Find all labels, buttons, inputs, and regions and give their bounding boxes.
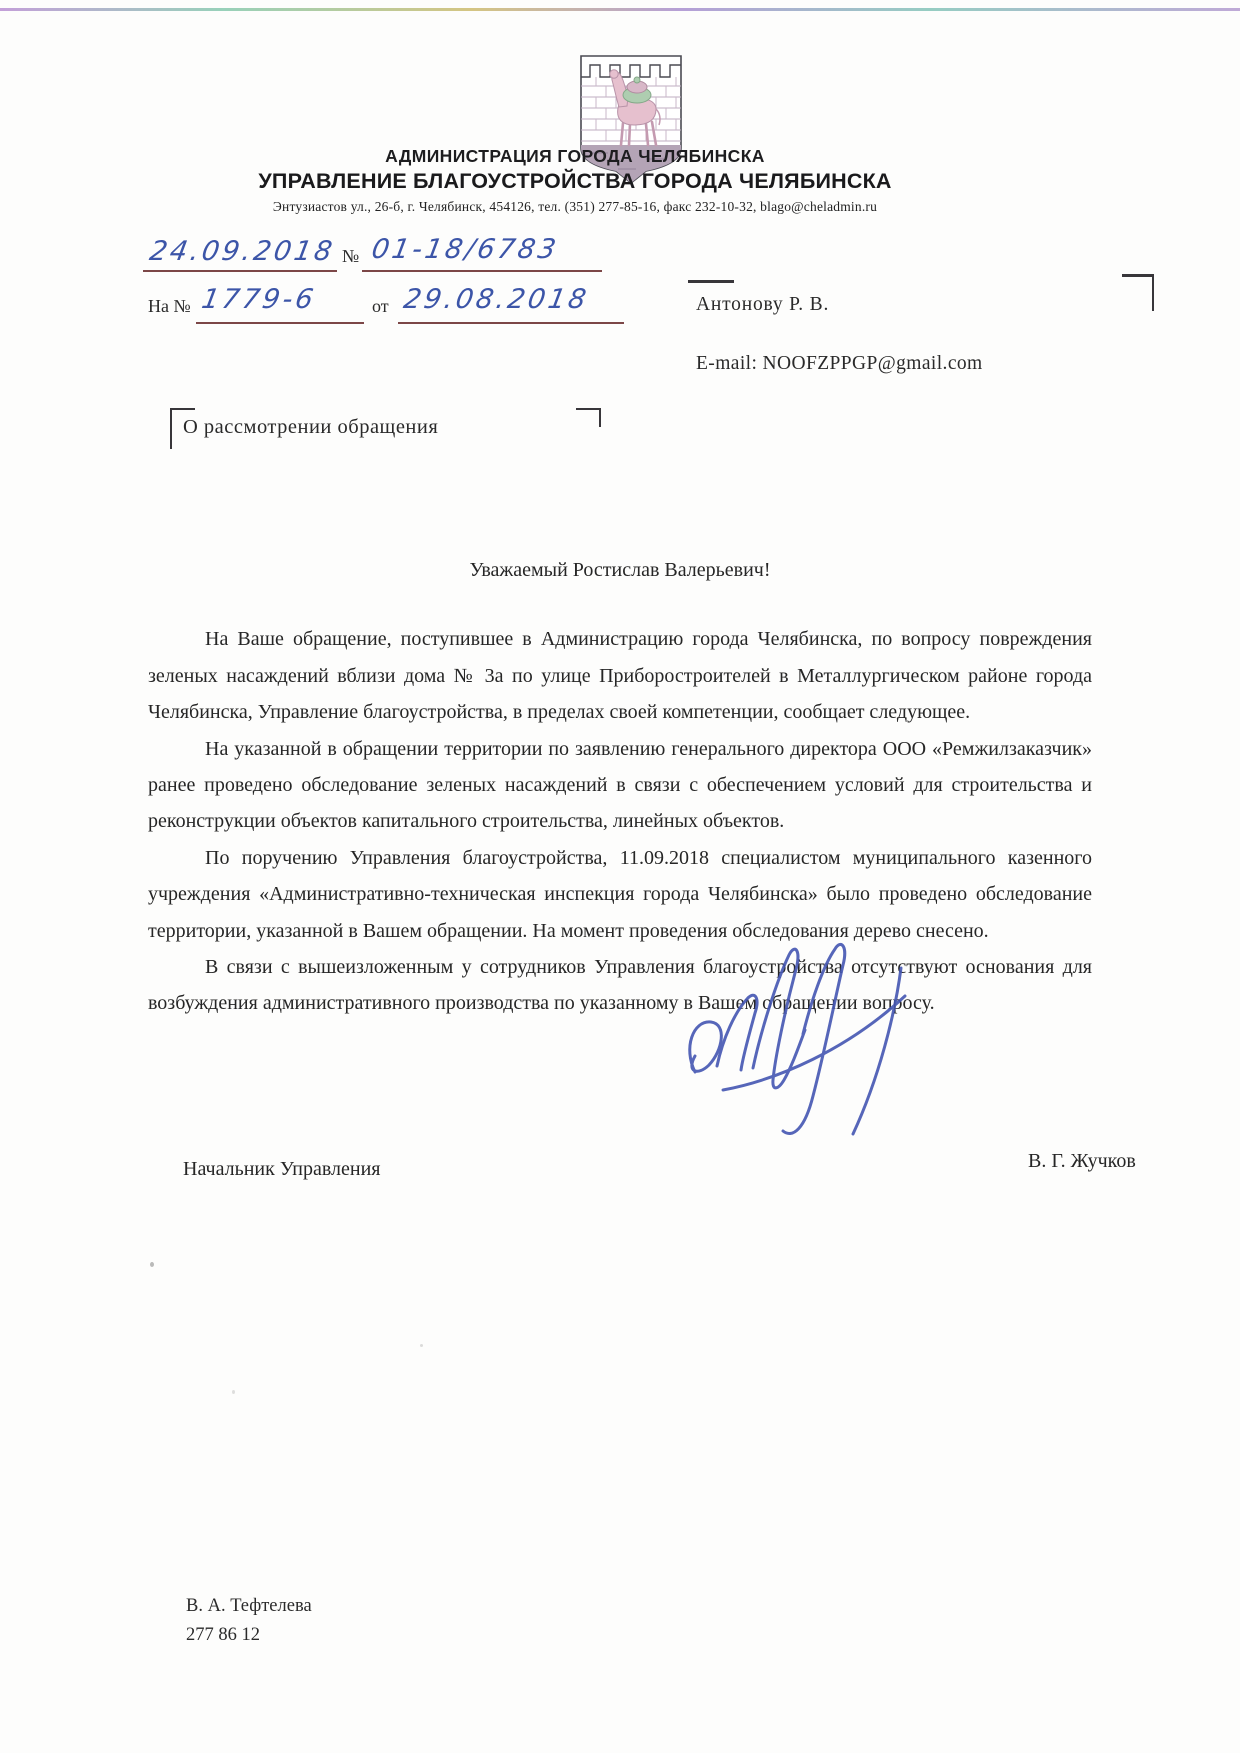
corner-bracket-top-right (1152, 274, 1154, 311)
blank-line (196, 322, 364, 324)
letter-body (148, 552, 1092, 1022)
body-paragraph: На указанной в обращении территории по заявлению генерального директора ООО «Ремжилзаказчик» ранее проведено обследование зеленых насаждений в связи с обеспечением условий для строительства и реконструкции объектов капитального строительства, линейных объектов. (148, 737, 1092, 833)
corner-bracket-top-right (1122, 274, 1154, 277)
org-contact-line: Энтузиастов ул., 26-б, г. Челябинск, 454126, тел. (351) 277-85-16, факс 232-10-32, blago@cheladmin.ru (272, 199, 878, 214)
body-paragraph: По поручению Управления благоустройства, 11.09.2018 специалистом муниципального казенного учреждения «Административно-техническая инспекция города Челябинска» было проведено обследование территории, указанной в Вашем обращении. На момент проведения обследования дерево снесено. (148, 846, 1092, 942)
outgoing-number-handwritten: 01-18/6783 (369, 234, 561, 265)
org-name-line1: АДМИНИСТРАЦИЯ ГОРОДА ЧЕЛЯБИНСКА (385, 146, 765, 166)
scan-speck (150, 1262, 154, 1267)
blank-line (362, 270, 602, 272)
incoming-date-handwritten: 29.08.2018 (401, 284, 592, 315)
executor-name: В. А. Тефтелева (186, 1596, 312, 1616)
recipient-name: Антонову Р. В. (696, 294, 830, 315)
recipient-zone-mark (688, 280, 734, 283)
corner-bracket-subject-right (576, 408, 601, 410)
executor-phone: 277 86 12 (186, 1625, 260, 1645)
subject-line: О рассмотрении обращения (183, 416, 439, 438)
corner-bracket-subject-left (170, 408, 172, 449)
letterhead (100, 146, 1050, 215)
corner-bracket-subject-left (170, 408, 195, 410)
executor-block (186, 1592, 312, 1650)
blank-line (143, 270, 337, 272)
outgoing-date-handwritten: 24.09.2018 (147, 236, 338, 267)
body-paragraph: В связи с вышеизложенным у сотрудников Управления благоустройства отсутствуют основания для возбуждения административного производства по указанному в Вашем обращении вопросу. (148, 956, 1092, 1015)
org-name-line2: УПРАВЛЕНИЕ БЛАГОУСТРОЙСТВА ГОРОДА ЧЕЛЯБИНСКА (258, 169, 892, 193)
handwritten-signature (665, 938, 950, 1148)
ot-label: от (372, 296, 389, 316)
body-paragraph: На Ваше обращение, поступившее в Администрацию города Челябинска, по вопросу повреждения зеленых насаждений вблизи дома № 3а по улице Приборостроителей в Металлургическом районе города Челябинска, Управление благоустройства, в пределах своей компетенции, сообщает следующее. (148, 628, 1092, 724)
corner-bracket-subject-right (599, 408, 601, 427)
scan-speck (420, 1344, 423, 1347)
recipient-email: E-mail: NOOFZPPGP@gmail.com (696, 353, 983, 374)
scan-edge-artifact (0, 8, 1240, 11)
scan-speck (232, 1390, 235, 1394)
na-no-label: На № (148, 296, 191, 316)
signer-name: В. Г. Жучков (1028, 1150, 1136, 1172)
number-sign-label: № (342, 246, 360, 266)
salutation: Уважаемый Ростислав Валерьевич! (469, 559, 771, 581)
blank-line (398, 322, 624, 324)
signer-position: Начальник Управления (183, 1158, 381, 1180)
incoming-number-handwritten: 1779-6 (199, 284, 319, 315)
